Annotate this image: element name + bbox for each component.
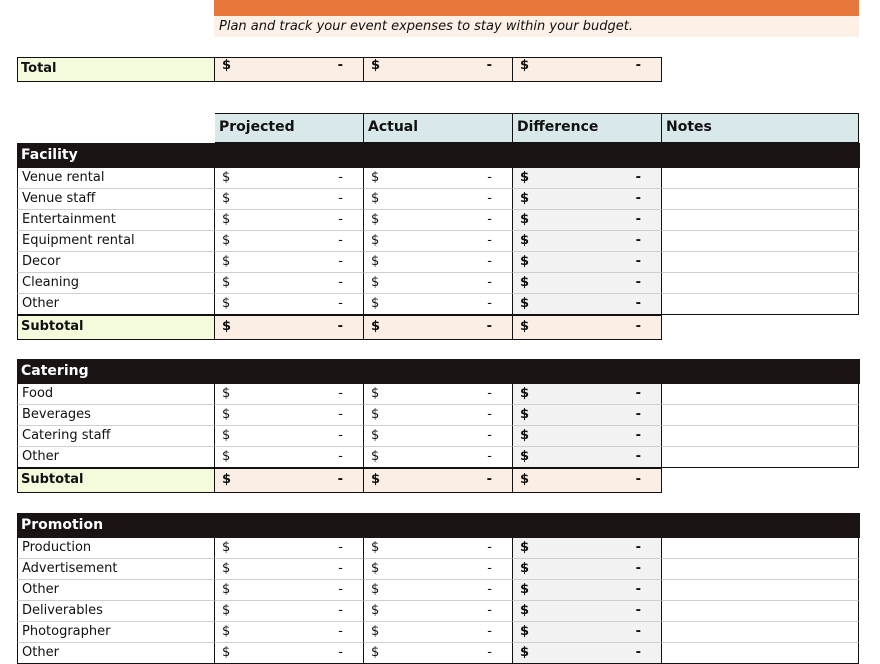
currency-symbol: $	[520, 296, 530, 311]
currency-symbol: $	[520, 233, 530, 248]
table-row	[17, 210, 859, 231]
amount-value: -	[338, 254, 343, 269]
currency-symbol: $	[222, 233, 231, 248]
actual-cell[interactable]	[364, 538, 513, 559]
section-header-facility: Facility	[17, 143, 860, 168]
amount-value: -	[487, 386, 492, 401]
currency-symbol: $	[222, 603, 231, 618]
difference-cell[interactable]	[513, 189, 662, 210]
amount-value: -	[486, 58, 492, 73]
currency-symbol: $	[520, 449, 530, 464]
difference-cell[interactable]	[513, 643, 662, 664]
amount-value: -	[487, 624, 492, 639]
notes-cell[interactable]	[662, 273, 859, 294]
projected-cell[interactable]	[215, 601, 364, 622]
currency-symbol: $	[520, 254, 530, 269]
table-row	[17, 447, 859, 468]
notes-cell[interactable]	[662, 189, 859, 210]
currency-symbol: $	[222, 561, 231, 576]
table-row	[17, 294, 859, 315]
amount-value: -	[487, 449, 492, 464]
item-label: Other	[17, 643, 215, 664]
amount-value: -	[338, 428, 343, 443]
currency-symbol: $	[371, 275, 380, 290]
difference-cell[interactable]	[513, 273, 662, 294]
amount-value: -	[487, 275, 492, 290]
amount-value: -	[487, 603, 492, 618]
table-row	[17, 580, 859, 601]
item-label: Other	[17, 447, 215, 468]
item-label: Food	[17, 384, 215, 405]
notes-cell[interactable]	[662, 447, 859, 468]
page-subtitle: Plan and track your event expenses to stay within your budget.	[214, 16, 859, 37]
currency-symbol: $	[222, 58, 232, 73]
subtotal-actual[interactable]	[364, 315, 513, 340]
table-row	[17, 643, 859, 664]
projected-cell[interactable]	[215, 294, 364, 315]
actual-cell[interactable]	[364, 643, 513, 664]
amount-value: -	[635, 449, 641, 464]
table-row	[17, 252, 859, 273]
currency-symbol: $	[520, 386, 530, 401]
currency-symbol: $	[371, 58, 381, 73]
item-label: Photographer	[17, 622, 215, 643]
actual-cell[interactable]	[364, 601, 513, 622]
currency-symbol: $	[520, 624, 530, 639]
table-row	[17, 622, 859, 643]
projected-cell[interactable]	[215, 210, 364, 231]
section-header-promotion: Promotion	[17, 513, 860, 538]
amount-value: -	[338, 233, 343, 248]
table-row	[17, 231, 859, 252]
projected-cell[interactable]	[215, 622, 364, 643]
amount-value: -	[487, 191, 492, 206]
currency-symbol: $	[222, 582, 231, 597]
difference-cell[interactable]	[513, 294, 662, 315]
actual-cell[interactable]	[364, 231, 513, 252]
currency-symbol: $	[520, 472, 530, 487]
subtotal-label: Subtotal	[17, 315, 215, 340]
difference-cell[interactable]	[513, 168, 662, 189]
amount-value: -	[635, 561, 641, 576]
amount-value: -	[338, 645, 343, 660]
amount-value: -	[487, 212, 492, 227]
amount-value: -	[338, 212, 343, 227]
amount-value: -	[635, 170, 641, 185]
amount-value: -	[487, 561, 492, 576]
title-banner	[214, 0, 859, 16]
amount-value: -	[635, 428, 641, 443]
table-row	[17, 559, 859, 580]
subtotal-difference[interactable]	[513, 468, 662, 493]
actual-cell[interactable]	[364, 447, 513, 468]
amount-value: -	[487, 254, 492, 269]
amount-value: -	[487, 540, 492, 555]
actual-cell[interactable]	[364, 622, 513, 643]
amount-value: -	[338, 603, 343, 618]
item-label: Venue staff	[17, 189, 215, 210]
currency-symbol: $	[371, 645, 380, 660]
currency-symbol: $	[520, 582, 530, 597]
difference-cell[interactable]	[513, 384, 662, 405]
amount-value: -	[338, 191, 343, 206]
actual-cell[interactable]	[364, 559, 513, 580]
header-projected: Projected	[215, 113, 364, 143]
actual-cell[interactable]	[364, 273, 513, 294]
notes-cell[interactable]	[662, 559, 859, 580]
total-difference[interactable]	[513, 57, 662, 82]
notes-cell[interactable]	[662, 210, 859, 231]
amount-value: -	[338, 170, 343, 185]
currency-symbol: $	[371, 582, 380, 597]
currency-symbol: $	[520, 212, 530, 227]
total-projected[interactable]	[215, 57, 364, 82]
projected-cell[interactable]	[215, 405, 364, 426]
actual-cell[interactable]	[364, 384, 513, 405]
projected-cell[interactable]	[215, 580, 364, 601]
currency-symbol: $	[520, 170, 530, 185]
notes-cell[interactable]	[662, 580, 859, 601]
projected-cell[interactable]	[215, 384, 364, 405]
section-header-catering: Catering	[17, 359, 860, 384]
projected-cell[interactable]	[215, 643, 364, 664]
header-spacer	[17, 113, 215, 143]
currency-symbol: $	[371, 233, 380, 248]
projected-cell[interactable]	[215, 538, 364, 559]
amount-value: -	[635, 472, 641, 487]
amount-value: -	[635, 582, 641, 597]
item-label: Other	[17, 294, 215, 315]
amount-value: -	[635, 319, 641, 334]
actual-cell[interactable]	[364, 294, 513, 315]
amount-value: -	[635, 275, 641, 290]
projected-cell[interactable]	[215, 426, 364, 447]
projected-cell[interactable]	[215, 273, 364, 294]
subtotal-actual[interactable]	[364, 468, 513, 493]
currency-symbol: $	[371, 386, 380, 401]
notes-cell[interactable]	[662, 168, 859, 189]
subtotal-row	[17, 315, 662, 340]
actual-cell[interactable]	[364, 580, 513, 601]
currency-symbol: $	[520, 603, 530, 618]
currency-symbol: $	[222, 275, 231, 290]
amount-value: -	[635, 58, 641, 73]
amount-value: -	[635, 191, 641, 206]
notes-cell[interactable]	[662, 538, 859, 559]
actual-cell[interactable]	[364, 252, 513, 273]
amount-value: -	[487, 233, 492, 248]
projected-cell[interactable]	[215, 168, 364, 189]
header-actual: Actual	[364, 113, 513, 143]
currency-symbol: $	[520, 58, 530, 73]
item-label: Deliverables	[17, 601, 215, 622]
item-label: Decor	[17, 252, 215, 273]
subtotal-projected[interactable]	[215, 315, 364, 340]
difference-cell[interactable]	[513, 559, 662, 580]
actual-cell[interactable]	[364, 405, 513, 426]
notes-cell[interactable]	[662, 252, 859, 273]
actual-cell[interactable]	[364, 168, 513, 189]
amount-value: -	[487, 582, 492, 597]
amount-value: -	[338, 449, 343, 464]
amount-value: -	[486, 472, 492, 487]
column-header-row	[17, 113, 859, 143]
amount-value: -	[338, 561, 343, 576]
notes-cell[interactable]	[662, 384, 859, 405]
amount-value: -	[635, 624, 641, 639]
amount-value: -	[635, 212, 641, 227]
table-row	[17, 273, 859, 294]
currency-symbol: $	[520, 319, 530, 334]
item-label: Cleaning	[17, 273, 215, 294]
table-row	[17, 426, 859, 447]
currency-symbol: $	[371, 296, 380, 311]
amount-value: -	[338, 624, 343, 639]
currency-symbol: $	[371, 212, 380, 227]
currency-symbol: $	[222, 386, 231, 401]
amount-value: -	[486, 319, 492, 334]
currency-symbol: $	[520, 275, 530, 290]
currency-symbol: $	[520, 561, 530, 576]
currency-symbol: $	[371, 561, 380, 576]
table-row	[17, 405, 859, 426]
amount-value: -	[338, 386, 343, 401]
table-row	[17, 538, 859, 559]
currency-symbol: $	[371, 428, 380, 443]
notes-cell[interactable]	[662, 622, 859, 643]
difference-cell[interactable]	[513, 231, 662, 252]
total-label: Total	[17, 57, 215, 82]
item-label: Venue rental	[17, 168, 215, 189]
currency-symbol: $	[222, 296, 231, 311]
subtotal-label: Subtotal	[17, 468, 215, 493]
currency-symbol: $	[222, 428, 231, 443]
currency-symbol: $	[222, 472, 232, 487]
notes-cell[interactable]	[662, 426, 859, 447]
total-row	[17, 57, 662, 82]
currency-symbol: $	[520, 407, 530, 422]
currency-symbol: $	[222, 407, 231, 422]
notes-cell[interactable]	[662, 294, 859, 315]
amount-value: -	[337, 319, 343, 334]
currency-symbol: $	[371, 540, 380, 555]
difference-cell[interactable]	[513, 580, 662, 601]
subtotal-row	[17, 468, 662, 493]
currency-symbol: $	[371, 472, 381, 487]
amount-value: -	[635, 540, 641, 555]
item-label: Entertainment	[17, 210, 215, 231]
currency-symbol: $	[222, 540, 231, 555]
amount-value: -	[635, 645, 641, 660]
currency-symbol: $	[222, 254, 231, 269]
difference-cell[interactable]	[513, 538, 662, 559]
amount-value: -	[487, 428, 492, 443]
currency-symbol: $	[520, 191, 530, 206]
difference-cell[interactable]	[513, 447, 662, 468]
notes-cell[interactable]	[662, 601, 859, 622]
item-label: Production	[17, 538, 215, 559]
amount-value: -	[487, 645, 492, 660]
currency-symbol: $	[371, 319, 381, 334]
amount-value: -	[338, 540, 343, 555]
currency-symbol: $	[222, 645, 231, 660]
projected-cell[interactable]	[215, 189, 364, 210]
projected-cell[interactable]	[215, 447, 364, 468]
currency-symbol: $	[371, 191, 380, 206]
actual-cell[interactable]	[364, 210, 513, 231]
currency-symbol: $	[371, 407, 380, 422]
currency-symbol: $	[371, 603, 380, 618]
amount-value: -	[487, 296, 492, 311]
amount-value: -	[635, 386, 641, 401]
currency-symbol: $	[520, 540, 530, 555]
projected-cell[interactable]	[215, 231, 364, 252]
currency-symbol: $	[222, 449, 231, 464]
difference-cell[interactable]	[513, 622, 662, 643]
currency-symbol: $	[371, 254, 380, 269]
currency-symbol: $	[371, 449, 380, 464]
actual-cell[interactable]	[364, 189, 513, 210]
notes-cell[interactable]	[662, 231, 859, 252]
brand-logo	[40, 0, 170, 6]
header-notes: Notes	[662, 113, 859, 143]
actual-cell[interactable]	[364, 426, 513, 447]
amount-value: -	[487, 407, 492, 422]
currency-symbol: $	[222, 170, 231, 185]
item-label: Beverages	[17, 405, 215, 426]
amount-value: -	[487, 170, 492, 185]
amount-value: -	[338, 296, 343, 311]
difference-cell[interactable]	[513, 210, 662, 231]
difference-cell[interactable]	[513, 426, 662, 447]
table-row	[17, 168, 859, 189]
item-label: Other	[17, 580, 215, 601]
currency-symbol: $	[520, 645, 530, 660]
table-row	[17, 384, 859, 405]
amount-value: -	[338, 275, 343, 290]
total-actual[interactable]	[364, 57, 513, 82]
amount-value: -	[635, 407, 641, 422]
projected-cell[interactable]	[215, 252, 364, 273]
amount-value: -	[635, 254, 641, 269]
difference-cell[interactable]	[513, 601, 662, 622]
item-label: Advertisement	[17, 559, 215, 580]
item-label: Equipment rental	[17, 231, 215, 252]
amount-value: -	[635, 233, 641, 248]
projected-cell[interactable]	[215, 559, 364, 580]
currency-symbol: $	[371, 170, 380, 185]
amount-value: -	[337, 472, 343, 487]
amount-value: -	[635, 603, 641, 618]
difference-cell[interactable]	[513, 405, 662, 426]
currency-symbol: $	[222, 624, 231, 639]
table-row	[17, 601, 859, 622]
amount-value: -	[635, 296, 641, 311]
currency-symbol: $	[222, 191, 231, 206]
currency-symbol: $	[371, 624, 380, 639]
table-row	[17, 189, 859, 210]
header-difference: Difference	[513, 113, 662, 143]
notes-cell[interactable]	[662, 643, 859, 664]
difference-cell[interactable]	[513, 252, 662, 273]
amount-value: -	[338, 407, 343, 422]
subtotal-projected[interactable]	[215, 468, 364, 493]
amount-value: -	[338, 582, 343, 597]
subtotal-difference[interactable]	[513, 315, 662, 340]
currency-symbol: $	[222, 212, 231, 227]
currency-symbol: $	[520, 428, 530, 443]
amount-value: -	[337, 58, 343, 73]
item-label: Catering staff	[17, 426, 215, 447]
currency-symbol: $	[222, 319, 232, 334]
notes-cell[interactable]	[662, 405, 859, 426]
